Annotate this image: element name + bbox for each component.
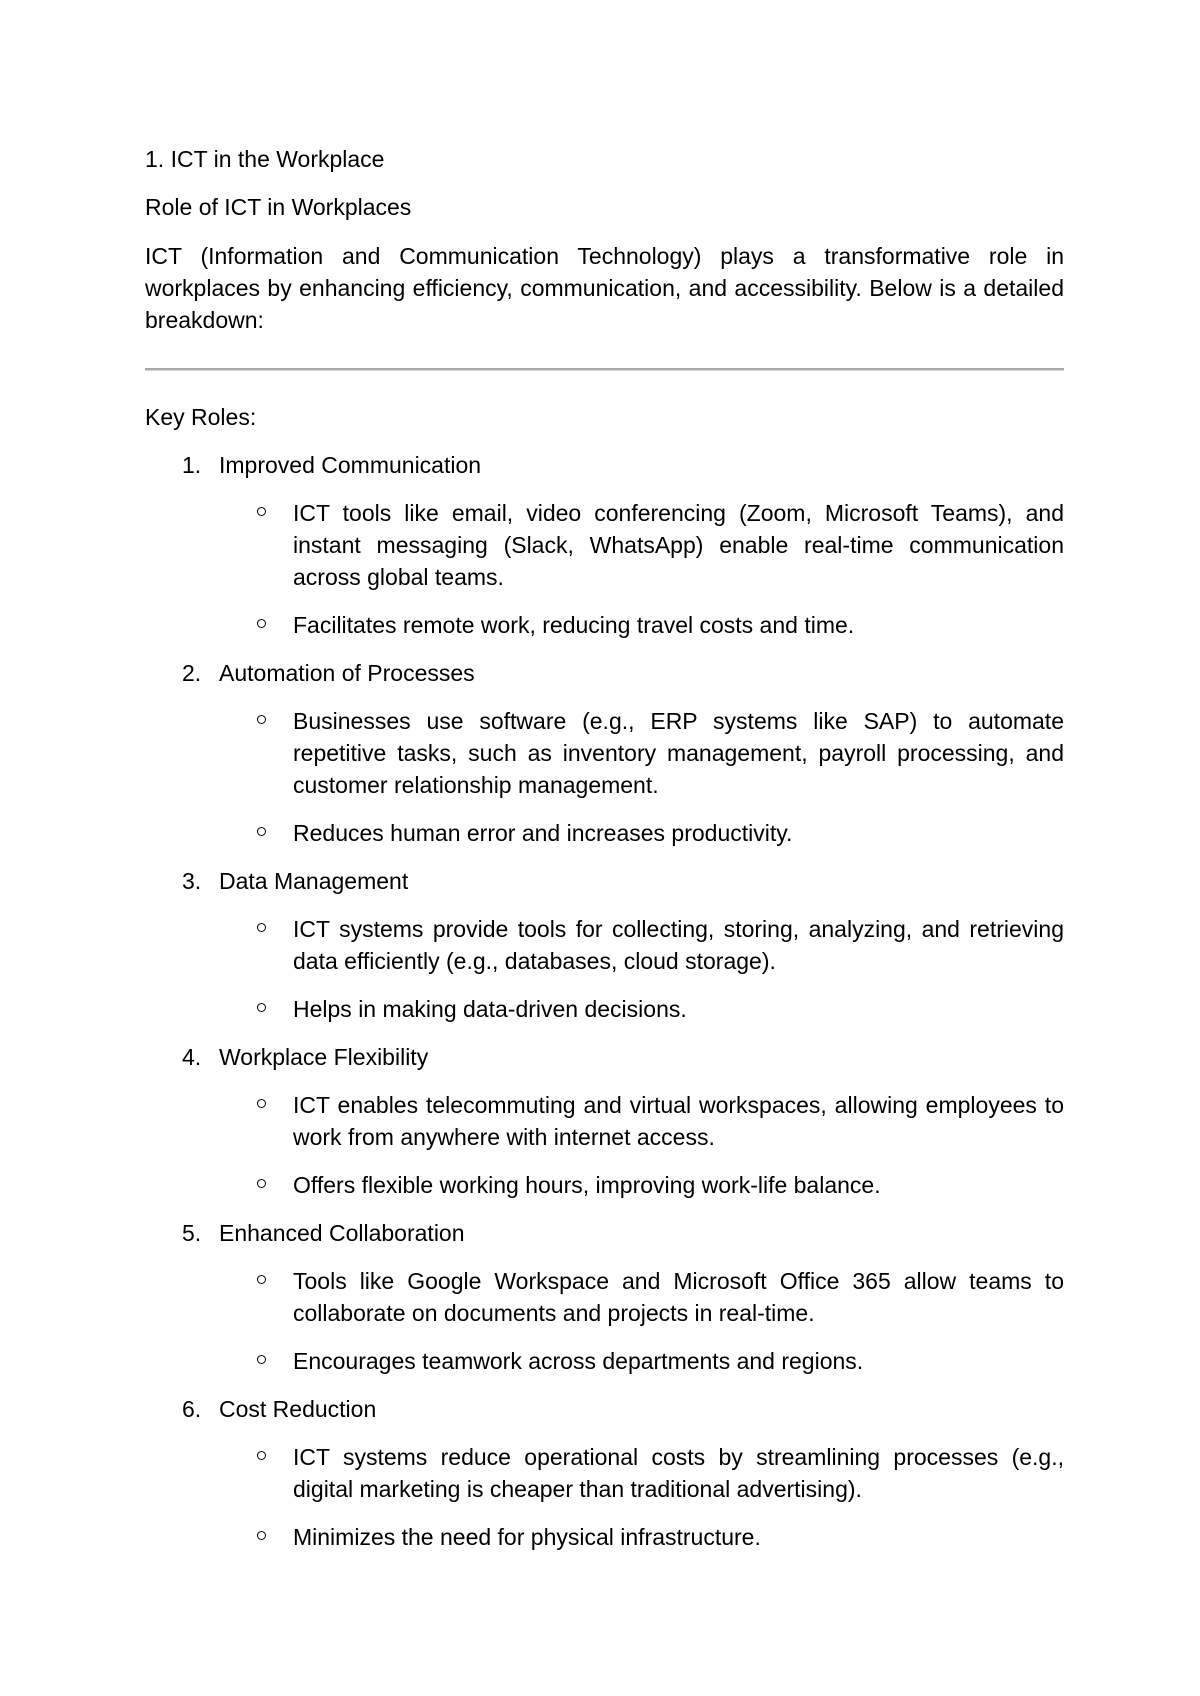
point-text: ICT systems reduce operational costs by streamlining processes (e.g., digital marketing is cheaper than traditional advertising). bbox=[293, 1444, 1064, 1502]
role-points bbox=[145, 1441, 1064, 1553]
role-title bbox=[145, 1041, 1064, 1073]
hollow-circle-bullet-icon bbox=[257, 923, 266, 932]
hollow-circle-bullet-icon bbox=[257, 827, 266, 836]
role-item bbox=[145, 1217, 1064, 1377]
role-title bbox=[145, 865, 1064, 897]
document-page bbox=[145, 143, 1064, 1569]
hollow-circle-bullet-icon bbox=[257, 1355, 266, 1364]
role-item bbox=[145, 865, 1064, 1025]
hollow-circle-bullet-icon bbox=[257, 1451, 266, 1460]
section-heading: 1. ICT in the Workplace bbox=[145, 146, 385, 172]
point-text: Minimizes the need for physical infrastructure. bbox=[293, 1524, 761, 1550]
point-text: ICT systems provide tools for collecting, storing, analyzing, and retrieving data efficiently (e.g., databases, cloud storage). bbox=[293, 916, 1064, 974]
role-points bbox=[145, 1265, 1064, 1377]
point-text: Helps in making data-driven decisions. bbox=[293, 996, 687, 1022]
role-item bbox=[145, 449, 1064, 641]
point-text: ICT tools like email, video conferencing (Zoom, Microsoft Teams), and instant messaging (Slack, WhatsApp) enable real-time communication across global teams. bbox=[293, 500, 1064, 590]
list-item bbox=[145, 993, 1064, 1025]
point-text: Reduces human error and increases productivity. bbox=[293, 820, 793, 846]
role-title-text: Cost Reduction bbox=[219, 1396, 377, 1422]
role-number: 5. bbox=[182, 1220, 202, 1246]
role-item bbox=[145, 657, 1064, 849]
list-item bbox=[145, 1345, 1064, 1377]
point-text: ICT enables telecommuting and virtual workspaces, allowing employees to work from anywhere with internet access. bbox=[293, 1092, 1064, 1150]
role-title-text: Data Management bbox=[219, 868, 409, 894]
role-item bbox=[145, 1041, 1064, 1201]
list-item bbox=[145, 913, 1064, 977]
section-subheading: Role of ICT in Workplaces bbox=[145, 194, 412, 220]
point-text: Offers flexible working hours, improving work-life balance. bbox=[293, 1172, 881, 1198]
role-points bbox=[145, 497, 1064, 641]
role-number: 2. bbox=[182, 660, 202, 686]
hollow-circle-bullet-icon bbox=[257, 1003, 266, 1012]
hollow-circle-bullet-icon bbox=[257, 1531, 266, 1540]
list-item bbox=[145, 1169, 1064, 1201]
role-title-text: Improved Communication bbox=[219, 452, 482, 478]
role-title-text: Enhanced Collaboration bbox=[219, 1220, 465, 1246]
list-item bbox=[145, 705, 1064, 801]
role-number: 1. bbox=[182, 452, 202, 478]
role-title bbox=[145, 1393, 1064, 1425]
role-title-text: Automation of Processes bbox=[219, 660, 475, 686]
point-text: Tools like Google Workspace and Microsoft Office 365 allow teams to collaborate on documents and projects in real-time. bbox=[293, 1268, 1064, 1326]
role-points bbox=[145, 705, 1064, 849]
horizontal-divider bbox=[145, 368, 1064, 371]
role-title bbox=[145, 1217, 1064, 1249]
hollow-circle-bullet-icon bbox=[257, 1275, 266, 1284]
point-text: Facilitates remote work, reducing travel costs and time. bbox=[293, 612, 855, 638]
role-title bbox=[145, 449, 1064, 481]
role-points bbox=[145, 913, 1064, 1025]
role-title bbox=[145, 657, 1064, 689]
hollow-circle-bullet-icon bbox=[257, 619, 266, 628]
point-text: Encourages teamwork across departments and regions. bbox=[293, 1348, 864, 1374]
list-item bbox=[145, 609, 1064, 641]
role-title-text: Workplace Flexibility bbox=[219, 1044, 429, 1070]
list-item bbox=[145, 817, 1064, 849]
intro-paragraph: ICT (Information and Communication Technology) plays a transformative role in workplaces by enhancing efficiency, communication, and accessibility. Below is a detailed breakdown: bbox=[145, 243, 1064, 333]
hollow-circle-bullet-icon bbox=[257, 1179, 266, 1188]
role-number: 3. bbox=[182, 868, 202, 894]
key-roles-label: Key Roles: bbox=[145, 404, 257, 430]
list-item bbox=[145, 497, 1064, 593]
list-item bbox=[145, 1089, 1064, 1153]
key-roles-list bbox=[145, 449, 1064, 1553]
hollow-circle-bullet-icon bbox=[257, 1099, 266, 1108]
hollow-circle-bullet-icon bbox=[257, 715, 266, 724]
role-number: 4. bbox=[182, 1044, 202, 1070]
role-points bbox=[145, 1089, 1064, 1201]
point-text: Businesses use software (e.g., ERP systems like SAP) to automate repetitive tasks, such as inventory management, payroll processing, and customer relationship management. bbox=[293, 708, 1064, 798]
role-item bbox=[145, 1393, 1064, 1553]
role-number: 6. bbox=[182, 1396, 202, 1422]
hollow-circle-bullet-icon bbox=[257, 507, 266, 516]
list-item bbox=[145, 1441, 1064, 1505]
list-item bbox=[145, 1265, 1064, 1329]
list-item bbox=[145, 1521, 1064, 1553]
